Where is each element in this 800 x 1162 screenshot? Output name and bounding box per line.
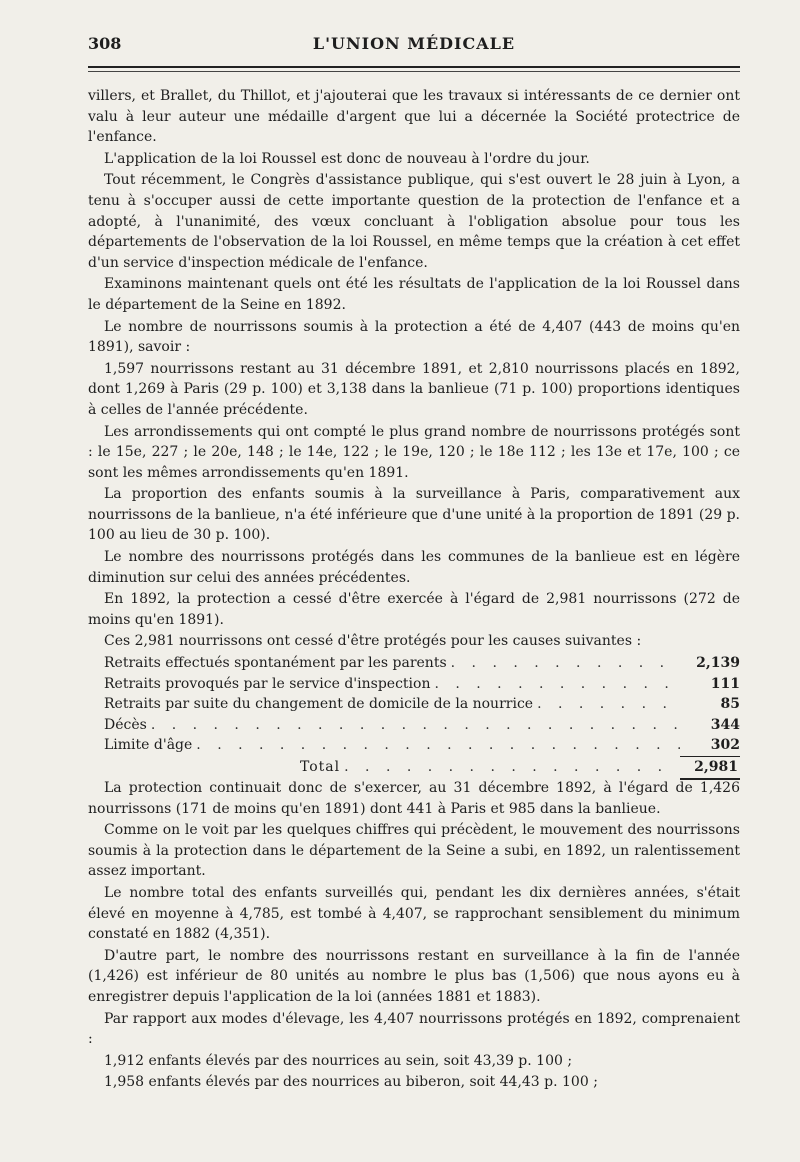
paragraph: 1,912 enfants élevés par des nourrices au sein, soit 43,39 p. 100 ; bbox=[104, 1052, 573, 1069]
causes-table bbox=[88, 653, 740, 756]
cause-label: Décès bbox=[104, 716, 147, 733]
paragraph: L'application de la loi Roussel est donc de nouveau à l'ordre du jour. bbox=[104, 150, 590, 167]
header-rule-thin bbox=[88, 71, 740, 72]
leader-dots bbox=[451, 653, 680, 674]
running-title: L'UNION MÉDICALE bbox=[312, 34, 516, 53]
cause-value: 344 bbox=[710, 716, 740, 733]
cause-row bbox=[104, 715, 740, 736]
cause-label: Retraits par suite du changement de domicile de la nourrice bbox=[104, 696, 534, 713]
paragraph: villers, et Brallet, du Thillot, et j'ajouterai que les travaux si intéressants de ce dernier ont valu à leur auteur une médaille d'argent que lui a décernée la Société protectrice de l'enfance. bbox=[88, 88, 740, 146]
paragraphs-after bbox=[88, 778, 740, 1093]
cause-value: 85 bbox=[720, 696, 740, 713]
paragraph: La proportion des enfants soumis à la surveillance à Paris, comparativement aux nourrissons de la banlieue, n'a été inférieure que d'une unité à la proportion de 1891 (29 p. 100 au lieu de 30 p. 100). bbox=[88, 486, 740, 544]
leader-dots bbox=[151, 715, 680, 736]
cause-row bbox=[104, 735, 740, 756]
paragraph: Ces 2,981 nourrissons ont cessé d'être protégés pour les causes suivantes : bbox=[104, 633, 642, 650]
paragraph: 1,597 nourrissons restant au 31 décembre 1891, et 2,810 nourrissons placés en 1892, dont 1,269 à Paris (29 p. 100) et 3,138 dans la banlieue (71 p. 100) proportions identiques à celles de l'année précédente. bbox=[88, 360, 740, 418]
page-number: 308 bbox=[88, 34, 122, 53]
paragraph: Tout récemment, le Congrès d'assistance publique, qui s'est ouvert le 28 juin à Lyon, a tenu à s'occuper aussi de cette importante question de la protection de l'enfance et a adopté, à l'unanimité, des vœux concluant à l'obligation absolue pour tous les départements de l'observation de la loi Roussel, en même temps que la création à cet effet d'un service d'inspection médicale de l'enfance. bbox=[88, 172, 740, 271]
cause-label: Retraits effectués spontanément par les parents bbox=[104, 655, 447, 672]
leader-dots bbox=[434, 674, 680, 695]
header-rule bbox=[88, 66, 740, 68]
paragraph: Les arrondissements qui ont compté le plus grand nombre de nourrissons protégés sont : le 15e, 227 ; le 20e, 148 ; le 14e, 122 ; le 19e, 120 ; le 18e 112 ; les 13e et 17e, 100 ; ce sont les mêmes arrondissements qu'en 1891. bbox=[88, 423, 740, 481]
cause-row bbox=[104, 653, 740, 674]
paragraph: Comme on le voit par les quelques chiffres qui précèdent, le mouvement des nourrissons soumis à la protection dans le département de la Seine a subi, en 1892, un ralentissement assez important. bbox=[88, 822, 740, 880]
body-text bbox=[88, 86, 740, 1094]
paragraph: La protection continuait donc de s'exercer, au 31 décembre 1892, à l'égard de 1,426 nourrissons (171 de moins qu'en 1891) dont 441 à Paris et 985 dans la banlieue. bbox=[88, 780, 740, 817]
total-leader-dots bbox=[344, 757, 676, 778]
cause-row bbox=[104, 694, 740, 715]
paragraph: Examinons maintenant quels ont été les résultats de l'application de la loi Roussel dans le département de la Seine en 1892. bbox=[88, 276, 740, 313]
total-label: Total bbox=[300, 759, 341, 775]
leader-dots bbox=[537, 694, 680, 715]
paragraph: D'autre part, le nombre des nourrissons restant en surveillance à la fin de l'année (1,426) est inférieur de 80 unités au nombre le plus bas (1,506) que nous ayons eu à enregistrer depuis l'application de la loi (années 1881 et 1883). bbox=[88, 947, 740, 1005]
paragraph: Le nombre total des enfants surveillés qui, pendant les dix dernières années, s'était élevé en moyenne à 4,785, est tombé à 4,407, se rapprochant sensiblement du minimum constaté en 1882 (4,351). bbox=[88, 884, 740, 943]
paragraph: En 1892, la protection a cessé d'être exercée à l'égard de 2,981 nourrissons (272 de moins qu'en 1891). bbox=[88, 591, 740, 628]
paragraph: Le nombre de nourrissons soumis à la protection a été de 4,407 (443 de moins qu'en 1891), savoir : bbox=[88, 318, 740, 356]
paragraph: Le nombre des nourrissons protégés dans les communes de la banlieue est en légère diminution sur celui des années précédentes. bbox=[88, 549, 740, 586]
cause-value: 111 bbox=[710, 675, 740, 692]
cause-label: Retraits provoqués par le service d'inspection bbox=[104, 675, 431, 692]
total-row bbox=[104, 756, 740, 778]
leader-dots bbox=[196, 735, 680, 756]
cause-value: 302 bbox=[710, 737, 740, 754]
cause-value: 2,139 bbox=[696, 655, 740, 672]
cause-row bbox=[104, 674, 740, 695]
page-header bbox=[88, 34, 740, 56]
total-value: 2,981 bbox=[680, 756, 740, 780]
paragraph: Par rapport aux modes d'élevage, les 4,407 nourrissons protégés en 1892, comprenaient : bbox=[88, 1010, 740, 1048]
paragraph: 1,958 enfants élevés par des nourrices au biberon, soit 44,43 p. 100 ; bbox=[104, 1074, 598, 1091]
paragraphs-before bbox=[88, 86, 740, 652]
cause-label: Limite d'âge bbox=[104, 737, 193, 754]
